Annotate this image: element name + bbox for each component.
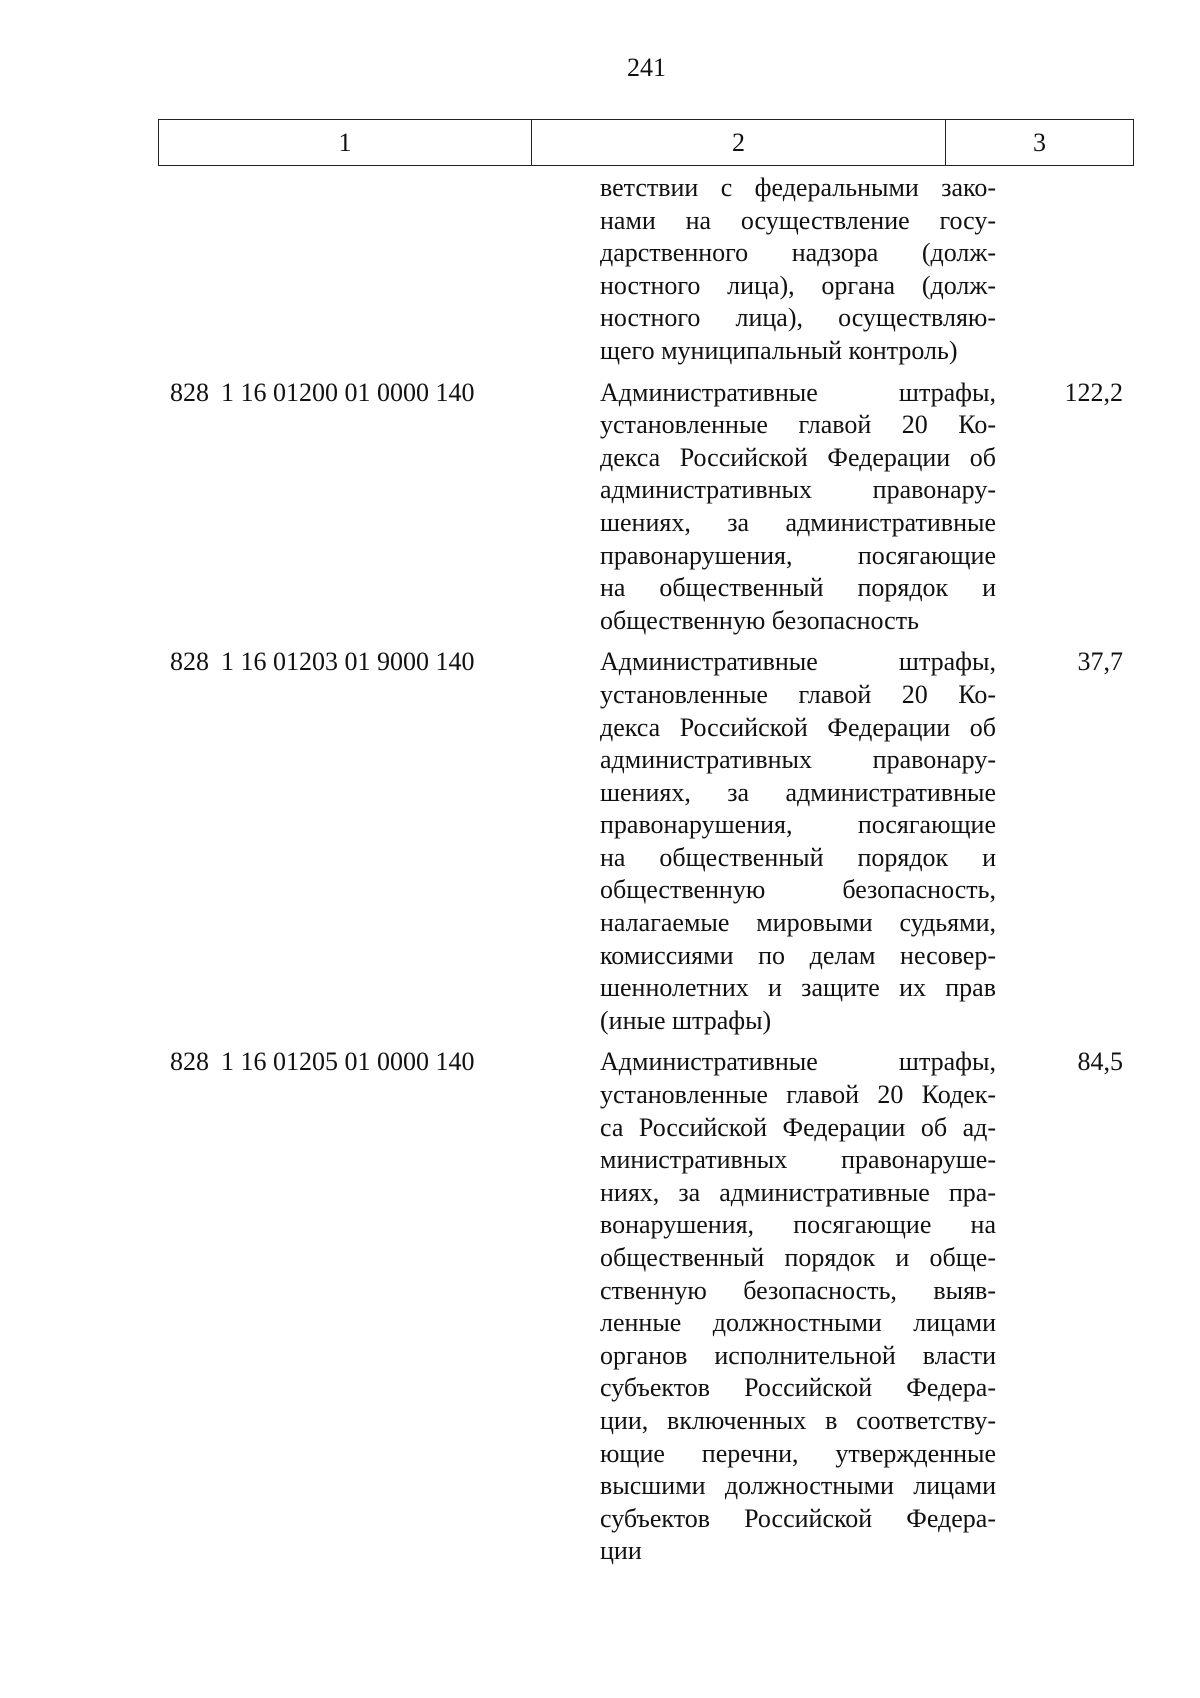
text-line: на общественный порядок и bbox=[600, 573, 996, 603]
text-line: Административные штрафы, bbox=[600, 1047, 996, 1077]
text-line: ющие перечни, утвержденные bbox=[600, 1438, 996, 1468]
row-description bbox=[600, 377, 996, 638]
text-line: комиссиями по делам несовер- bbox=[600, 940, 996, 970]
table-row bbox=[158, 1046, 1134, 1568]
text-line: установленные главой 20 Ко- bbox=[600, 410, 996, 440]
text-line: установленные главой 20 Ко- bbox=[600, 679, 996, 709]
text-line: ции, включенных в соответству- bbox=[600, 1405, 996, 1435]
text-line: общественную безопасность bbox=[600, 605, 919, 635]
kbk-code: 1 16 01200 01 0000 140 bbox=[221, 377, 475, 407]
text-line: правонарушения, посягающие bbox=[600, 810, 996, 840]
header-col-1: 1 bbox=[159, 120, 532, 165]
sum-value: 122,2 bbox=[1064, 377, 1123, 407]
text-line: декса Российской Федерации об bbox=[600, 442, 996, 472]
row-description bbox=[600, 646, 996, 1037]
kbk-code: 1 16 01205 01 0000 140 bbox=[221, 1047, 475, 1077]
header-col-3: 3 bbox=[1033, 127, 1046, 157]
text-line: дарственного надзора (долж- bbox=[600, 238, 996, 268]
text-line: на общественный порядок и bbox=[600, 842, 996, 872]
text-line: административных правонару- bbox=[600, 745, 996, 775]
text-line: ностного лица), органа (долж- bbox=[600, 270, 996, 300]
page-number: 241 bbox=[627, 53, 666, 82]
admin-code: 828 bbox=[170, 1047, 209, 1077]
text-line: нами на осуществление госу- bbox=[600, 205, 996, 235]
text-line: правонарушения, посягающие bbox=[600, 540, 996, 570]
text-line: ностного лица), осуществляю- bbox=[600, 303, 996, 333]
text-line: (иные штрафы) bbox=[600, 1005, 772, 1035]
text-line: декса Российской Федерации об bbox=[600, 712, 996, 742]
text-line: ветствии с федеральными зако- bbox=[600, 173, 996, 202]
sum-value: 84,5 bbox=[1077, 1047, 1123, 1077]
text-line: шениях, за административные bbox=[600, 507, 996, 537]
text-line: общественный порядок и обще- bbox=[600, 1243, 996, 1272]
text-line: са Российской Федерации об ад- bbox=[600, 1112, 996, 1142]
table-body bbox=[158, 172, 1134, 1568]
row-description bbox=[600, 1046, 996, 1568]
continuation-row bbox=[158, 172, 1134, 368]
admin-code: 828 bbox=[170, 377, 209, 407]
text-line: шеннолетних и защите их прав bbox=[600, 973, 996, 1003]
text-line: ции bbox=[600, 1536, 642, 1566]
text-line: субъектов Российской Федера- bbox=[600, 1373, 996, 1403]
text-line: ленные должностными лицами bbox=[600, 1308, 996, 1338]
admin-code: 828 bbox=[170, 647, 209, 677]
text-line: Административные штрафы, bbox=[600, 647, 996, 677]
text-line: органов исполнительной власти bbox=[600, 1340, 996, 1370]
text-line: вонарушения, посягающие на bbox=[600, 1210, 996, 1240]
table-header bbox=[158, 119, 1134, 166]
text-line: общественную безопасность, bbox=[600, 875, 996, 905]
table-row bbox=[158, 377, 1134, 638]
table-row bbox=[158, 646, 1134, 1037]
kbk-code: 1 16 01203 01 9000 140 bbox=[221, 647, 475, 677]
sum-value: 37,7 bbox=[1077, 647, 1123, 677]
text-line: налагаемые мировыми судьями, bbox=[600, 908, 996, 938]
text-line: высшими должностными лицами bbox=[600, 1471, 996, 1501]
text-line: министративных правонаруше- bbox=[600, 1145, 996, 1175]
text-line: установленные главой 20 Кодек- bbox=[600, 1080, 996, 1110]
text-line: щего муниципальный контроль) bbox=[600, 335, 958, 365]
text-line: ниях, за административные пра- bbox=[600, 1177, 996, 1207]
header-col-2: 2 bbox=[532, 120, 946, 165]
text-line: административных правонару- bbox=[600, 475, 996, 505]
continuation-text bbox=[600, 172, 996, 368]
text-line: Административные штрафы, bbox=[600, 377, 996, 407]
text-line: субъектов Российской Федера- bbox=[600, 1503, 996, 1533]
text-line: ственную безопасность, выяв- bbox=[600, 1275, 996, 1305]
text-line: шениях, за административные bbox=[600, 777, 996, 807]
